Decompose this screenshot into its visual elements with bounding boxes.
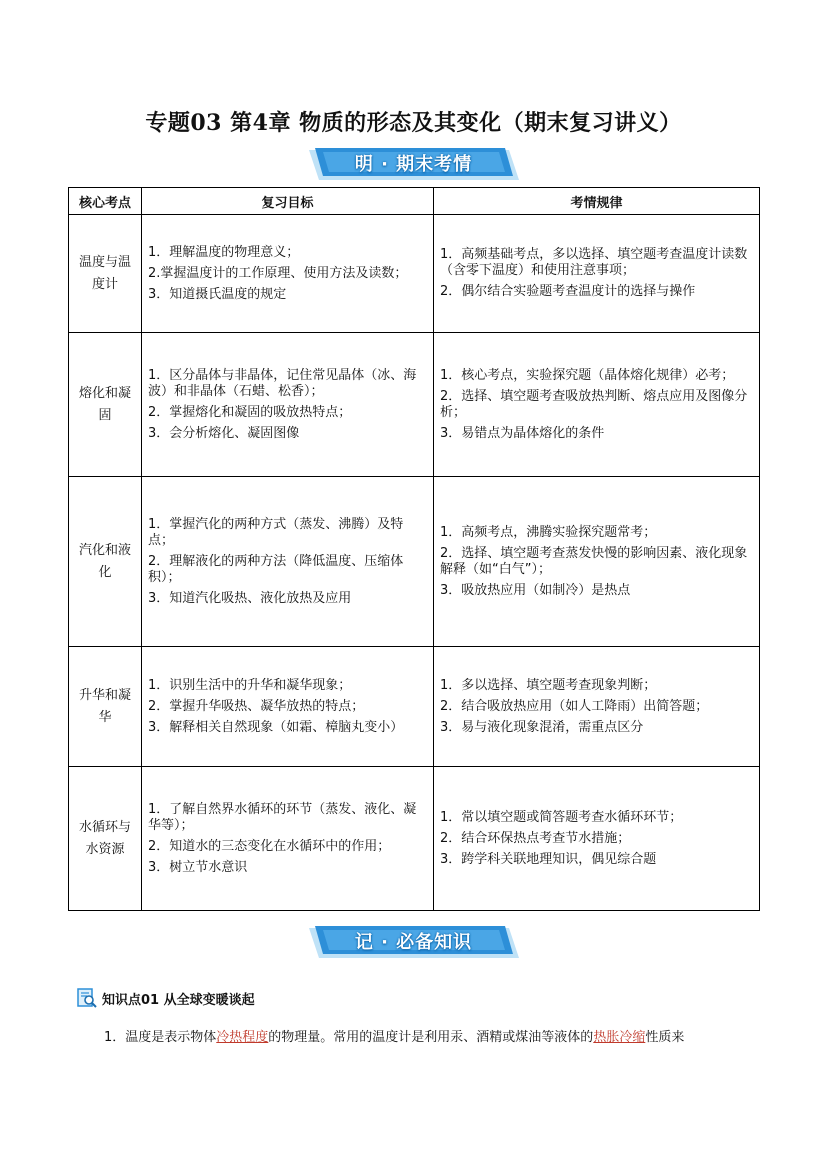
table-row [69,477,760,647]
goal-item: 1．理解温度的物理意义； [148,244,300,260]
goal-item: 1．区分晶体与非晶体，记住常见晶体（冰、海波）和非晶体（石蜡、松香）； [148,367,417,399]
key-term-highlight: 冷热程度 [216,1030,269,1045]
goal-item: 3．解释相关自然现象（如霜、樟脑丸变小） [148,719,404,735]
knowledge-point-title: 知识点01 从全球变暖谈起 [102,992,255,1008]
pattern-item: 3．吸放热应用（如制冷）是热点 [440,582,631,598]
goals-cell [142,215,434,333]
header-patterns: 考情规律 [434,188,760,215]
pattern-item: 3．跨学科关联地理知识，偶见综合题 [440,851,657,867]
section-banner-exam [309,146,519,184]
goal-item: 3．知道摄氏温度的规定 [148,286,287,302]
magnifier-document-icon [76,987,98,1009]
goal-item: 2．知道水的三态变化在水循环中的作用； [148,838,391,854]
topic-cell: 熔化和凝固 [69,333,142,477]
pattern-item: 1．常以填空题或简答题考查水循环环节； [440,809,683,825]
banner-label: 明 · 期末考情 [354,154,473,175]
paragraph-text: 1．温度是表示物体 [104,1030,217,1045]
pattern-item: 2．选择、填空题考查吸放热判断、熔点应用及图像分析； [440,388,748,420]
goal-item: 3．树立节水意识 [148,859,248,875]
topic-cell: 水循环与水资源 [69,767,142,911]
key-term-highlight: 热胀冷缩 [593,1030,646,1045]
paragraph-text: 性质来 [645,1030,685,1045]
table-row [69,647,760,767]
header-topic: 核心考点 [69,188,142,215]
goals-cell [142,767,434,911]
table-header-row [69,188,760,215]
pattern-item: 2．偶尔结合实验题考查温度计的选择与操作 [440,284,696,299]
goal-item: 2．掌握升华吸热、凝华放热的特点； [148,698,365,714]
paragraph-text: 的物理量。常用的温度计是利用汞、酒精或煤油等液体的 [268,1030,594,1045]
goals-cell [142,647,434,767]
pattern-item: 1．高频基础考点，多以选择、填空题考查温度计读数（含零下温度）和使用注意事项； [440,247,748,278]
topic-cell: 汽化和液化 [69,477,142,647]
table-row [69,215,760,333]
knowledge-paragraph [104,1026,764,1045]
table-row [69,767,760,911]
goal-item: 2.掌握温度计的工作原理、使用方法及读数； [148,265,408,281]
goal-item: 1．掌握汽化的两种方式（蒸发、沸腾）及特点； [148,516,404,548]
goals-cell [142,333,434,477]
page-title: 专题03 第4章 物质的形态及其变化（期末复习讲义） [145,110,682,136]
exam-table [68,187,760,911]
pattern-item: 2．结合环保热点考查节水措施； [440,830,631,846]
banner-label: 记 · 必备知识 [354,932,473,953]
pattern-item: 2．选择、填空题考查蒸发快慢的影响因素、液化现象解释（如“白气”）； [440,545,748,577]
header-goals: 复习目标 [142,188,434,215]
goal-item: 3．会分析熔化、凝固图像 [148,425,300,441]
patterns-cell [434,215,760,333]
patterns-cell [434,647,760,767]
topic-cell: 升华和凝华 [69,647,142,767]
knowledge-point-heading [76,987,255,1009]
section-banner-knowledge [309,924,519,962]
table-row [69,333,760,477]
pattern-item: 3．易与液化现象混淆，需重点区分 [440,719,644,735]
pattern-item: 1．核心考点，实验探究题（晶体熔化规律）必考； [440,367,735,383]
patterns-cell [434,767,760,911]
goal-item: 1．了解自然界水循环的环节（蒸发、液化、凝华等）； [148,801,417,833]
topic-cell: 温度与温度计 [69,215,142,333]
pattern-item: 3．易错点为晶体熔化的条件 [440,425,605,441]
patterns-cell [434,333,760,477]
pattern-item: 1．多以选择、填空题考查现象判断； [440,677,657,693]
pattern-item: 2．结合吸放热应用（如人工降雨）出简答题； [440,698,709,714]
goal-item: 2．理解液化的两种方法（降低温度、压缩体积）； [148,553,404,585]
goal-item: 1．识别生活中的升华和凝华现象； [148,677,352,693]
goals-cell [142,477,434,647]
goal-item: 2．掌握熔化和凝固的吸放热特点； [148,404,352,420]
goal-item: 3．知道汽化吸热、液化放热及应用 [148,590,352,606]
pattern-item: 1．高频考点，沸腾实验探究题常考； [440,524,657,540]
patterns-cell [434,477,760,647]
